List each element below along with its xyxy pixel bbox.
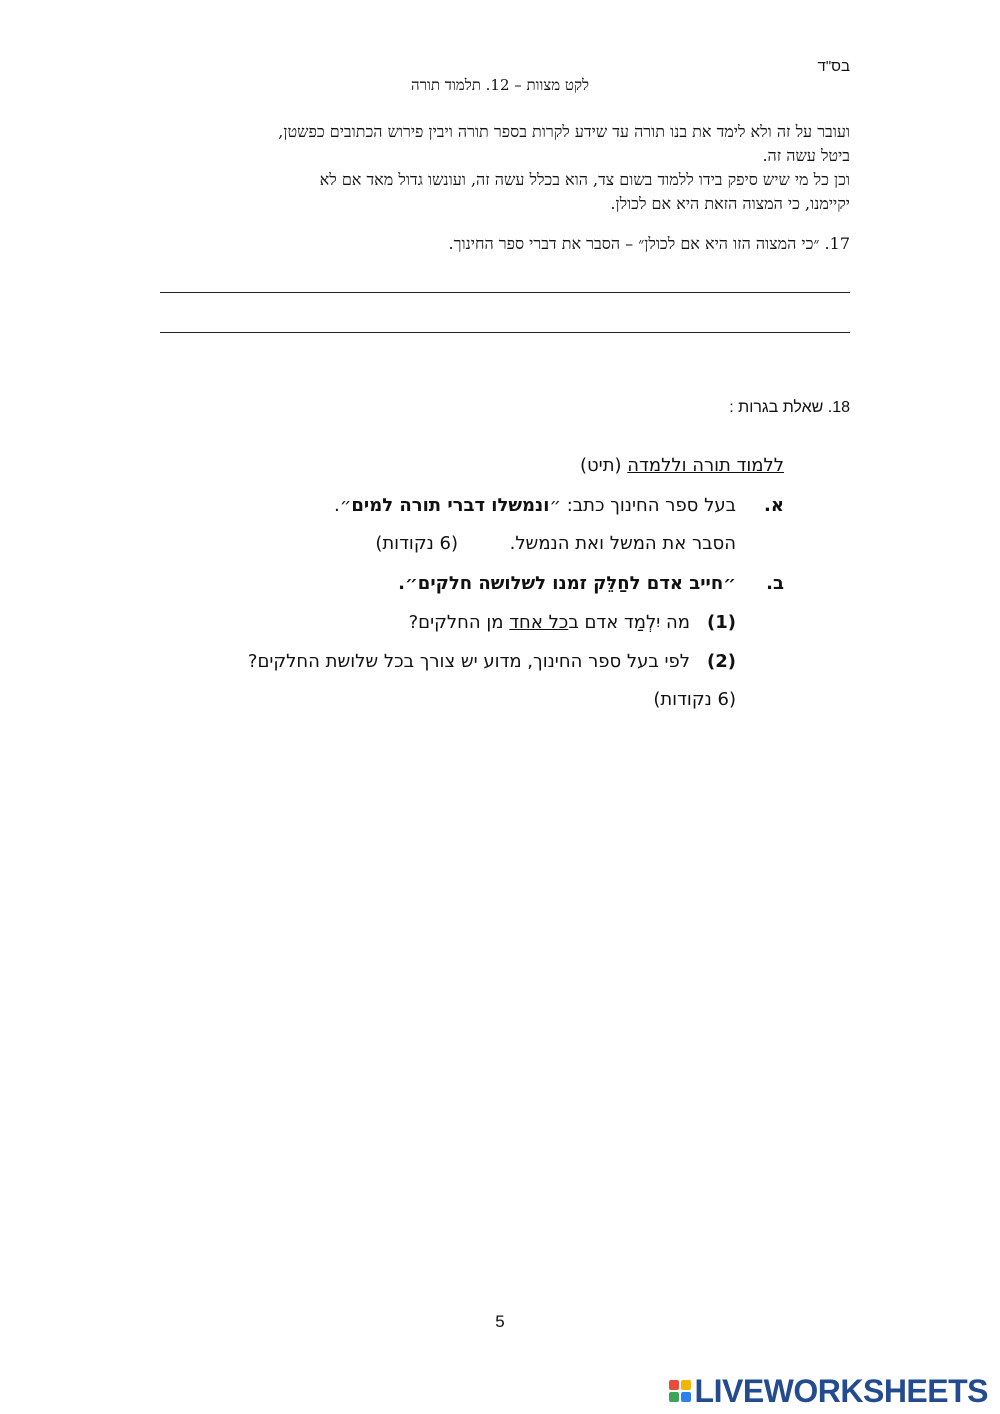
- question-17: 17. ״כי המצוה הזו היא אם לכולן״ – הסבר את דברי ספר החינוך.: [448, 234, 850, 253]
- part-b2-text: לפי בעל ספר החינוך, מדוע יש צורך בכל שלושת החלקים?: [247, 651, 690, 672]
- q18-heading-topic: ללמוד תורה וללמדה: [627, 455, 784, 476]
- part-b-letter: ב.: [766, 573, 784, 594]
- part-a-quote: ונמשלו דברי תורה למים: [351, 495, 550, 516]
- logo-square: [681, 1380, 691, 1390]
- logo-mark-icon: [669, 1380, 691, 1402]
- passage-line: ועובר על זה ולא לימד את בנו תורה עד שידע לקרות בספר תורה ויבין פירוש הכתובים כפשטן,: [278, 122, 850, 141]
- part-a-quote-end: ״.: [334, 495, 352, 516]
- running-title: לקט מצוות – 12. תלמוד תורה: [411, 76, 589, 94]
- logo-text: LIVEWORKSHEETS: [694, 1372, 988, 1409]
- logo-square: [681, 1392, 691, 1402]
- part-a-letter: א.: [764, 495, 784, 516]
- answer-line-1[interactable]: [160, 292, 850, 293]
- part-b-quote: ״חייב אדם לחַלֵּק זמנו לשלושה חלקים״.: [398, 573, 736, 594]
- q18-heading: [580, 455, 784, 476]
- part-b1-underlined: כל אחד: [509, 612, 569, 633]
- liveworksheets-logo: [669, 1374, 988, 1408]
- logo-square: [669, 1392, 679, 1402]
- answer-line-2[interactable]: [160, 332, 850, 333]
- passage-line: ביטל עשה זה.: [762, 146, 850, 165]
- part-b1-number: (1): [707, 612, 736, 633]
- part-a-subquestion: הסבר את המשל ואת הנמשל.: [509, 533, 736, 554]
- part-b2-number: (2): [707, 651, 736, 672]
- question-18-title: 18. שאלת בגרות :: [729, 399, 850, 416]
- passage-line: וכן כל מי שיש סיפק בידו ללמוד בשום צד, הוא בכלל עשה זה, ועונשו גדול מאד אם לא: [319, 170, 850, 189]
- part-b1-pre: מה יִלְמַד אדם ב: [568, 612, 690, 633]
- q18-heading-tag: (תיט): [579, 455, 622, 476]
- part-b1-text: [409, 612, 690, 633]
- part-a-points: (6 נקודות): [375, 533, 458, 554]
- part-b1-post: מן החלקים?: [408, 612, 510, 633]
- part-a-text: [334, 495, 736, 516]
- logo-square: [669, 1380, 679, 1390]
- part-b-points: (6 נקודות): [653, 689, 736, 710]
- passage-line: יקיימנו, כי המצוה הזאת היא אם לכולן.: [610, 194, 850, 213]
- header-corner-mark: בס"ד: [817, 58, 850, 75]
- page-number: 5: [495, 1312, 505, 1331]
- part-a-intro: בעל ספר החינוך כתב: ״: [549, 495, 736, 516]
